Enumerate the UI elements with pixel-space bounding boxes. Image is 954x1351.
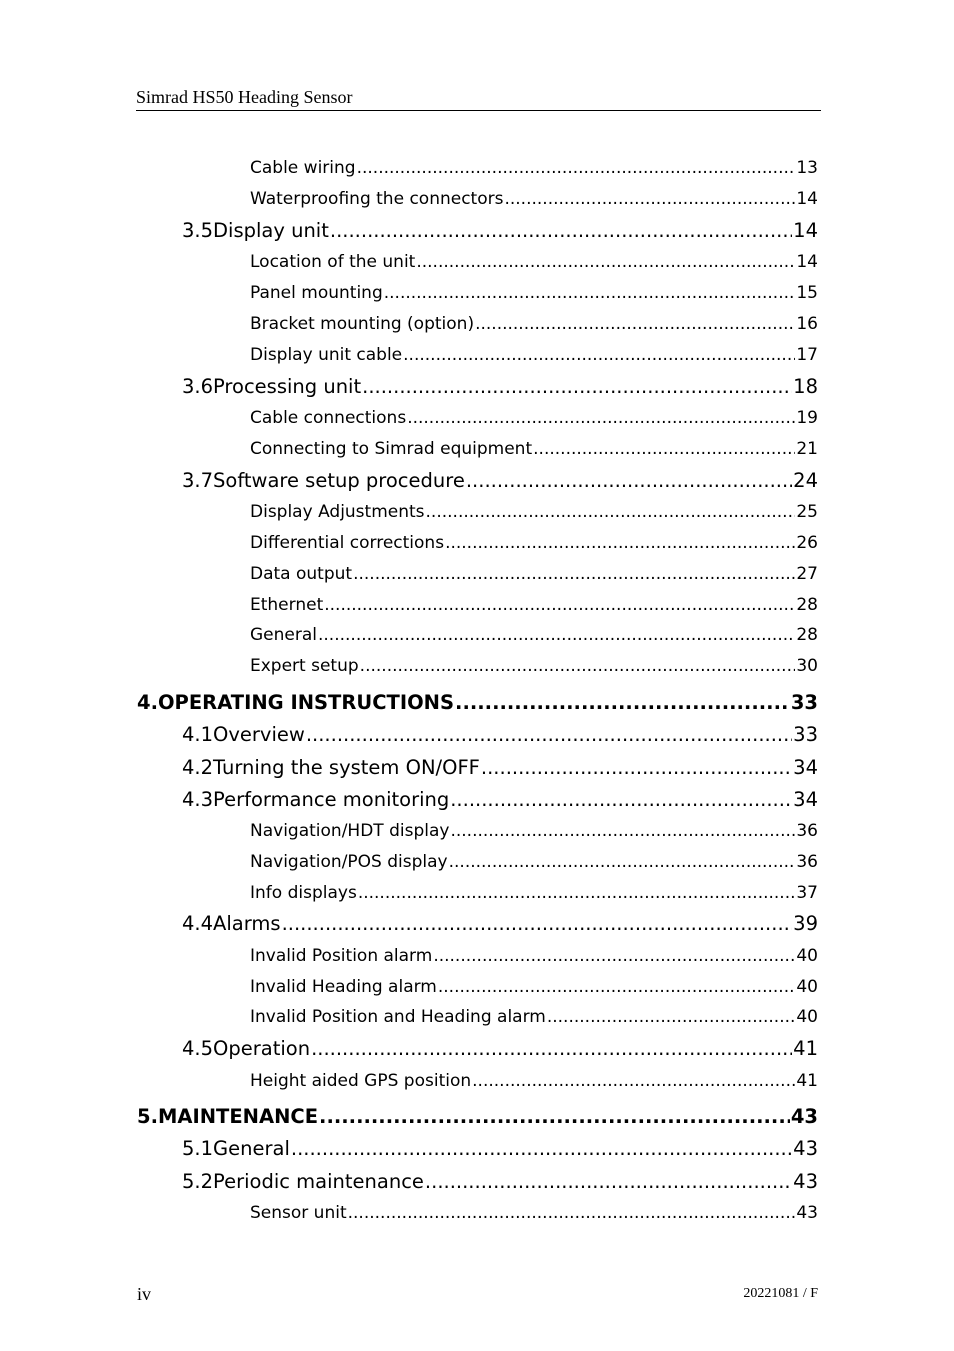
toc-entry-title: Invalid Position and Heading alarm xyxy=(250,1007,546,1027)
toc-chapter[interactable] xyxy=(137,691,818,714)
toc-entry[interactable] xyxy=(250,439,818,459)
leader-dots xyxy=(455,691,790,714)
toc-entry-page: 17 xyxy=(796,345,818,365)
toc-entry-title: Invalid Position alarm xyxy=(250,946,433,966)
toc-entry[interactable] xyxy=(250,946,818,966)
toc-entry[interactable] xyxy=(250,345,818,365)
toc-entry-page: 13 xyxy=(796,158,818,178)
toc-entry-page: 33 xyxy=(793,723,818,746)
toc-entry-number: 4.2 xyxy=(182,756,214,779)
toc-entry[interactable] xyxy=(250,1071,818,1091)
toc-chapter-page: 33 xyxy=(790,691,818,714)
toc-entry-page: 34 xyxy=(793,788,818,811)
toc-entry-title: Info displays xyxy=(250,883,357,903)
leader-dots xyxy=(330,219,792,242)
running-header: Simrad HS50 Heading Sensor xyxy=(136,86,821,111)
toc-chapter[interactable] xyxy=(137,1105,818,1128)
toc-entry[interactable] xyxy=(182,756,818,779)
toc-entry-number: 3.6 xyxy=(182,375,214,398)
toc-entry-title: Differential corrections xyxy=(250,533,445,553)
toc-entry-page: 36 xyxy=(796,852,818,872)
toc-entry-page: 27 xyxy=(796,564,818,584)
toc-chapter-title: MAINTENANCE xyxy=(157,1105,319,1128)
leader-dots xyxy=(450,788,792,811)
toc-entry-page: 40 xyxy=(796,977,818,997)
leader-dots xyxy=(324,595,795,615)
leader-dots xyxy=(426,502,796,522)
toc-entry-page: 14 xyxy=(793,219,818,242)
toc-entry[interactable] xyxy=(250,314,818,334)
toc-entry-title: Height aided GPS position xyxy=(250,1071,472,1091)
toc-entry-page: 14 xyxy=(796,252,818,272)
toc-entry-page: 24 xyxy=(793,469,818,492)
toc-entry[interactable] xyxy=(250,977,818,997)
toc-entry-title: Processing unit xyxy=(213,375,362,398)
leader-dots xyxy=(504,189,795,209)
leader-dots xyxy=(311,1037,792,1060)
leader-dots xyxy=(360,656,796,676)
leader-dots xyxy=(449,852,796,872)
toc-entry[interactable] xyxy=(250,1203,818,1223)
toc-entry-page: 40 xyxy=(796,946,818,966)
leader-dots xyxy=(291,1137,792,1160)
toc-entry-title: Cable connections xyxy=(250,408,407,428)
toc-entry[interactable] xyxy=(250,283,818,303)
toc-entry-title: Bracket mounting (option) xyxy=(250,314,475,334)
leader-dots xyxy=(353,564,795,584)
toc-entry-title: Ethernet xyxy=(250,595,324,615)
toc-entry-page: 43 xyxy=(793,1170,818,1193)
leader-dots xyxy=(357,158,796,178)
toc-entry-title: Display Adjustments xyxy=(250,502,425,522)
toc-entry[interactable] xyxy=(250,1007,818,1027)
toc-entry-title: Software setup procedure xyxy=(213,469,465,492)
toc-entry-page: 19 xyxy=(796,408,818,428)
toc-entry[interactable] xyxy=(182,219,818,242)
toc-chapter-page: 43 xyxy=(790,1105,818,1128)
leader-dots xyxy=(306,723,792,746)
toc-entry-title: Display unit cable xyxy=(250,345,403,365)
leader-dots xyxy=(472,1071,795,1091)
leader-dots xyxy=(445,533,795,553)
toc-entry-title: Sensor unit xyxy=(250,1203,347,1223)
toc-entry[interactable] xyxy=(250,656,818,676)
leader-dots xyxy=(481,756,792,779)
leader-dots xyxy=(362,375,792,398)
toc-chapter-number: 4. xyxy=(137,691,158,714)
toc-entry[interactable] xyxy=(250,502,818,522)
toc-entry[interactable] xyxy=(182,1137,818,1160)
toc-entry-page: 21 xyxy=(796,439,818,459)
page-number: iv xyxy=(137,1284,152,1304)
toc-entry[interactable] xyxy=(250,595,818,615)
leader-dots xyxy=(425,1170,792,1193)
leader-dots xyxy=(407,408,795,428)
leader-dots xyxy=(358,883,796,903)
toc-entry[interactable] xyxy=(182,723,818,746)
toc-entry-title: Data output xyxy=(250,564,353,584)
toc-entry[interactable] xyxy=(250,158,818,178)
toc-entry[interactable] xyxy=(250,252,818,272)
toc-entry-page: 43 xyxy=(793,1137,818,1160)
leader-dots xyxy=(319,1105,790,1128)
toc-entry-number: 3.7 xyxy=(182,469,214,492)
toc-entry-title: Connecting to Simrad equipment xyxy=(250,439,533,459)
toc-entry[interactable] xyxy=(182,375,818,398)
document-id: 20221081 / F xyxy=(743,1286,818,1301)
toc-entry-number: 3.5 xyxy=(182,219,214,242)
leader-dots xyxy=(433,946,795,966)
leader-dots xyxy=(416,252,795,272)
toc-entry-page: 28 xyxy=(796,595,818,615)
toc-entry-title: Turning the system ON/OFF xyxy=(213,756,480,779)
toc-entry[interactable] xyxy=(250,883,818,903)
toc-entry[interactable] xyxy=(182,1037,818,1060)
toc-entry-number: 4.5 xyxy=(182,1037,214,1060)
leader-dots xyxy=(438,977,796,997)
toc-entry-title: Cable wiring xyxy=(250,158,356,178)
toc-entry-title: Display unit xyxy=(213,219,329,242)
leader-dots xyxy=(318,625,795,645)
toc-entry-page: 16 xyxy=(796,314,818,334)
toc-entry[interactable] xyxy=(250,852,818,872)
toc-entry-title: General xyxy=(250,625,317,645)
leader-dots xyxy=(450,821,795,841)
toc-entry-page: 39 xyxy=(793,912,818,935)
toc-entry-page: 15 xyxy=(796,283,818,303)
toc-entry-page: 28 xyxy=(796,625,818,645)
toc-entry-page: 26 xyxy=(796,533,818,553)
toc-entry-title: General xyxy=(213,1137,290,1160)
toc-entry-title: Waterproofing the connectors xyxy=(250,189,504,209)
toc-entry-page: 34 xyxy=(793,756,818,779)
toc-entry-page: 40 xyxy=(796,1007,818,1027)
leader-dots xyxy=(384,283,796,303)
toc-entry-title: Periodic maintenance xyxy=(213,1170,424,1193)
toc-entry-title: Overview xyxy=(213,723,305,746)
toc-entry-title: Navigation/POS display xyxy=(250,852,448,872)
leader-dots xyxy=(282,912,793,935)
toc-entry-title: Alarms xyxy=(213,912,281,935)
toc-entry-title: Location of the unit xyxy=(250,252,416,272)
toc-entry[interactable] xyxy=(182,1170,818,1193)
toc-entry-number: 5.2 xyxy=(182,1170,214,1193)
toc-entry-page: 30 xyxy=(796,656,818,676)
toc-entry-page: 18 xyxy=(793,375,818,398)
toc-entry-title: Performance monitoring xyxy=(213,788,450,811)
toc-entry-number: 5.1 xyxy=(182,1137,214,1160)
leader-dots xyxy=(348,1203,796,1223)
toc-entry[interactable] xyxy=(182,788,818,811)
leader-dots xyxy=(533,439,795,459)
toc-entry[interactable] xyxy=(250,564,818,584)
toc-entry[interactable] xyxy=(250,625,818,645)
toc-entry[interactable] xyxy=(250,408,818,428)
leader-dots xyxy=(403,345,795,365)
toc-entry[interactable] xyxy=(250,821,818,841)
toc-entry-number: 4.1 xyxy=(182,723,214,746)
toc-entry-page: 41 xyxy=(793,1037,818,1060)
toc-entry-number: 4.4 xyxy=(182,912,214,935)
toc-entry[interactable] xyxy=(182,469,818,492)
toc-chapter-title: OPERATING INSTRUCTIONS xyxy=(157,691,455,714)
leader-dots xyxy=(475,314,795,334)
toc-chapter-number: 5. xyxy=(137,1105,158,1128)
leader-dots xyxy=(466,469,792,492)
toc-entry-title: Panel mounting xyxy=(250,283,383,303)
toc-entry-page: 43 xyxy=(796,1203,818,1223)
toc-entry-page: 36 xyxy=(796,821,818,841)
toc-entry-title: Operation xyxy=(213,1037,311,1060)
toc-entry[interactable] xyxy=(250,189,818,209)
toc-entry-page: 41 xyxy=(796,1071,818,1091)
leader-dots xyxy=(547,1007,796,1027)
toc-entry-page: 37 xyxy=(796,883,818,903)
toc-entry[interactable] xyxy=(250,533,818,553)
toc-entry-title: Expert setup xyxy=(250,656,359,676)
toc-entry[interactable] xyxy=(182,912,818,935)
toc-entry-number: 4.3 xyxy=(182,788,214,811)
toc-entry-page: 14 xyxy=(796,189,818,209)
toc-entry-page: 25 xyxy=(796,502,818,522)
toc-entry-title: Invalid Heading alarm xyxy=(250,977,437,997)
toc-entry-title: Navigation/HDT display xyxy=(250,821,450,841)
